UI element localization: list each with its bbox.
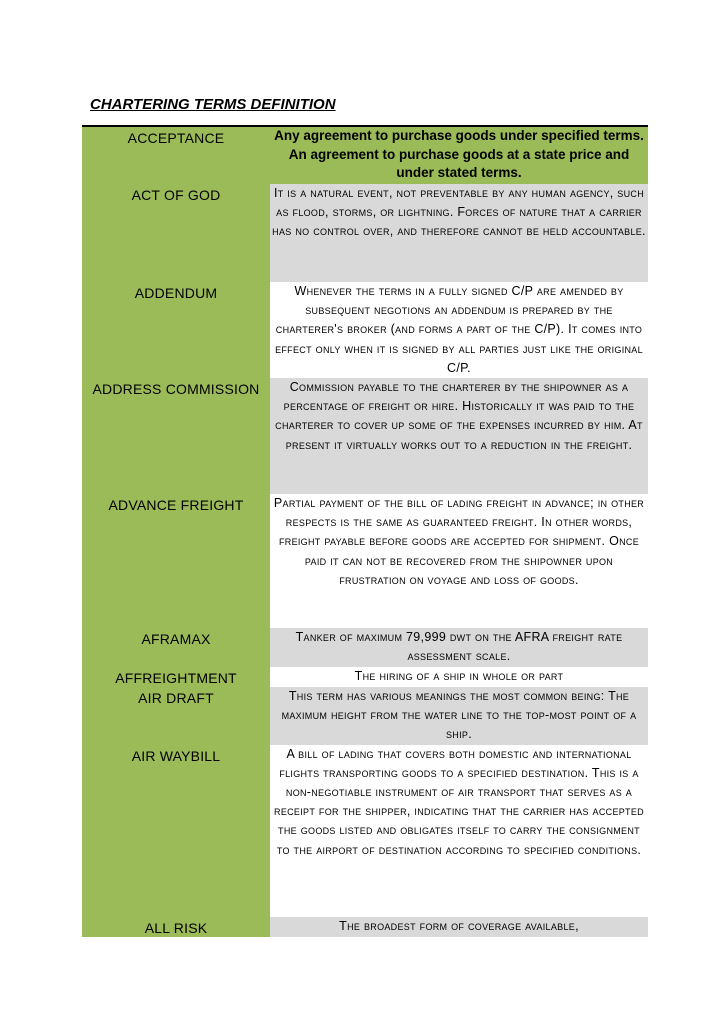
definition-cell: Commission payable to the charterer by the shipowner as a percentage of freight or hire. Historically it was paid to the charterer to cover up some of the expenses incurred by him. At present it virtually works out to a reduction in the freight. (270, 378, 648, 494)
term-cell: ADDENDUM (82, 282, 270, 378)
definition-cell: Whenever the terms in a fully signed C/P are amended by subsequent negotions an addendum is prepared by the charterer's broker (and forms a part of the C/P). It comes into effect only when it is signed by all parties just like the original C/P. (270, 282, 648, 378)
table-row (82, 378, 648, 494)
term-cell: ACT OF GOD (82, 184, 270, 282)
definition-cell: The broadest form of coverage available, (270, 917, 648, 937)
definition-cell: Partial payment of the bill of lading freight in advance; in other respects is the same as guaranteed freight. In other words, freight payable before goods are accepted for shipment. Once paid it can not be recovered from the shipowner upon frustration on voyage and loss of goods. (270, 494, 648, 628)
table-row (82, 687, 648, 745)
table-row (82, 745, 648, 917)
table-row (82, 494, 648, 628)
table-row (82, 184, 648, 282)
table-row (82, 126, 648, 184)
page-title: CHARTERING TERMS DEFINITION (90, 96, 336, 113)
term-cell: ADVANCE FREIGHT (82, 494, 270, 628)
definition-cell: This term has various meanings the most common being: The maximum height from the water line to the top-most point of a ship. (270, 687, 648, 745)
table-row (82, 667, 648, 687)
definition-cell: A bill of lading that covers both domestic and international flights transporting goods to a specified destination. This is a non-negotiable instrument of air transport that serves as a receipt for the shipper, indicating that the carrier has accepted the goods listed and obligates itself to carry the consignment to the airport of destination according to specified conditions. (270, 745, 648, 917)
term-cell: ADDRESS COMMISSION (82, 378, 270, 494)
term-cell: AFFREIGHTMENT (82, 667, 270, 687)
term-cell: ALL RISK (82, 917, 270, 937)
terms-table (82, 125, 648, 937)
term-cell: AIR WAYBILL (82, 745, 270, 917)
term-cell: AIR DRAFT (82, 687, 270, 745)
table-row (82, 917, 648, 937)
table-row (82, 282, 648, 378)
table-row (82, 628, 648, 667)
definition-cell: The hiring of a ship in whole or part (270, 667, 648, 687)
definition-cell: It is a natural event, not preventable by any human agency, such as flood, storms, or lightning. Forces of nature that a carrier has no control over, and therefore cannot be held accountable. (270, 184, 648, 282)
definition-cell: Tanker of maximum 79,999 dwt on the AFRA freight rate assessment scale. (270, 628, 648, 667)
term-cell: AFRAMAX (82, 628, 270, 667)
term-cell: ACCEPTANCE (82, 126, 270, 184)
definition-cell: Any agreement to purchase goods under specified terms. An agreement to purchase goods at a state price and under stated terms. (270, 126, 648, 184)
